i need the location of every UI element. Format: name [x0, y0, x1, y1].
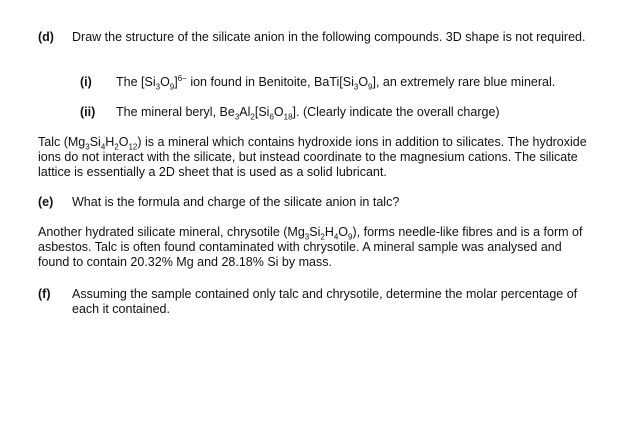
question-f-label: (f): [38, 287, 51, 301]
question-e-label: (e): [38, 195, 54, 209]
question-d: [38, 30, 597, 45]
question-d-ii-label: (ii): [80, 105, 96, 119]
question-d-ii: [80, 105, 607, 120]
question-d-i-label: (i): [80, 75, 92, 89]
question-d-text: Draw the structure of the silicate anion in the following compounds. 3D shape is not required.: [72, 30, 586, 44]
question-e: [38, 195, 597, 210]
question-d-label: (d): [38, 30, 54, 44]
question-d-ii-text: The mineral beryl, $Be_3Al_2[Si_6O_{18}]$. (Clearly indicate the overall charge): [116, 105, 500, 122]
chrysotile-paragraph: Another hydrated silicate mineral, chrysotile $(Mg_3Si_2H_4O_9)$, forms needle-like fibres and is a form of asbestos. Talc is often found contaminated with chrysotile. A mineral sample was analysed and found to contain 20.32% Mg and 28.18% Si by mass.: [38, 225, 583, 269]
talc-paragraph: Talc $(Mg_3Si_4H_2O_{12})$ is a mineral which contains hydroxide ions in addition to silicates. The hydroxide ions do not interact with the silicate, but instead coordinate to the magnesium cations. The silicate lattice is essentially a 2D sheet that is used as a solid lubricant.: [38, 135, 587, 179]
question-e-text: What is the formula and charge of the silicate anion in talc?: [72, 195, 400, 209]
question-d-i: [80, 75, 607, 90]
question-f: [38, 287, 597, 317]
question-d-i-text: The $[Si_3O_9]^{6-}$ ion found in Benitoite, $BaTi[Si_3O_9]$, an extremely rare blue mineral.: [116, 73, 556, 92]
question-f-text: Assuming the sample contained only talc and chrysotile, determine the molar percentage of each it contained.: [72, 287, 578, 316]
